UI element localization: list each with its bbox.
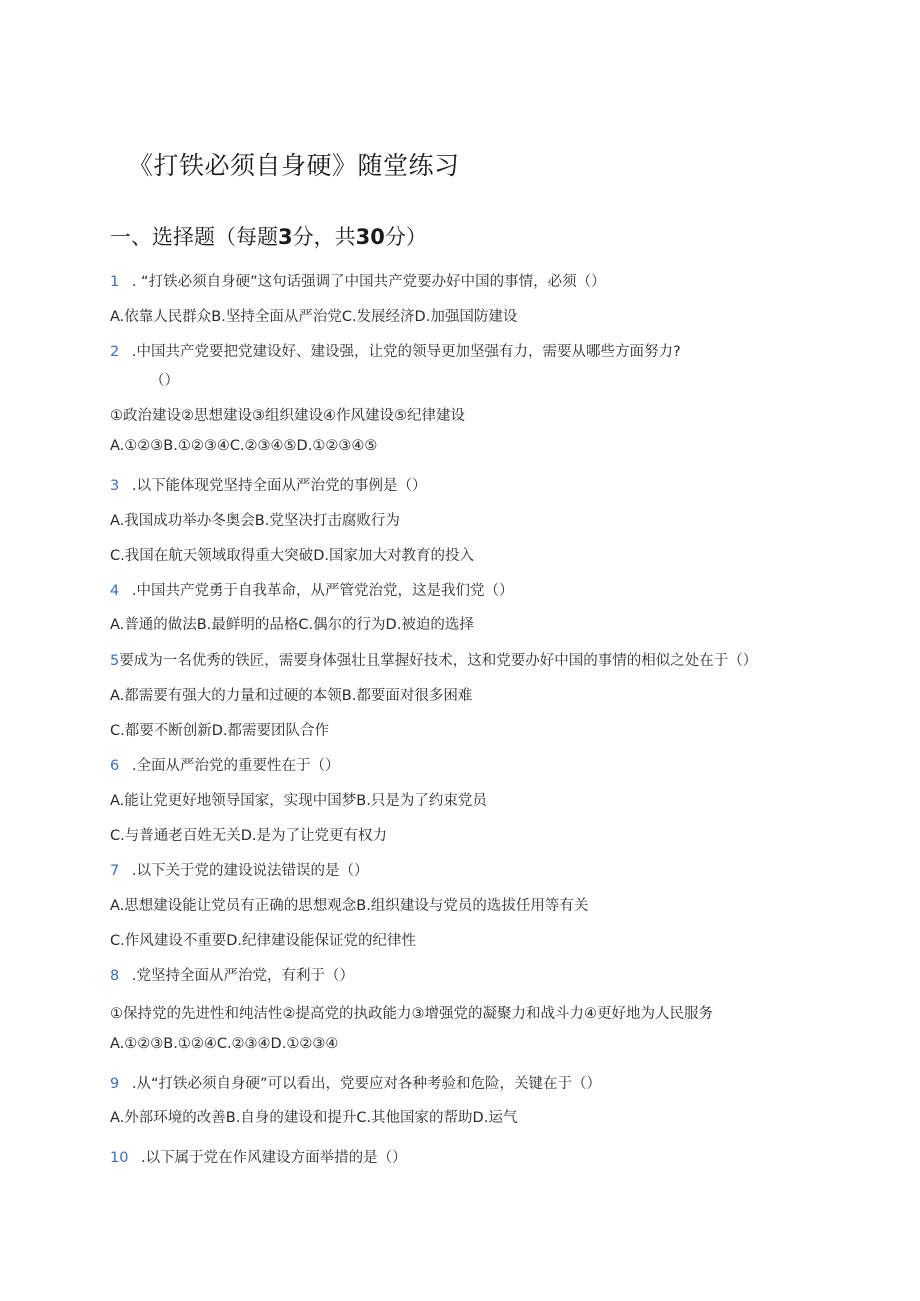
answer-options: A.思想建设能让党员有正确的思想观念B.组织建设与党员的选拔任用等有关	[110, 898, 589, 914]
section-suffix: 分）	[384, 225, 427, 249]
question-stem	[110, 964, 354, 985]
question-text: .以下关于党的建设说法错误的是（）	[127, 863, 369, 879]
question-text: .中国共产党要把党建设好、建设强，让党的领导更加坚强有力，需要从哪些方面努力?	[127, 344, 681, 360]
answer-options: C.作风建设不重要D.纪律建设能保证党的纪律性	[110, 933, 417, 949]
answer-options: A.能让党更好地领导国家，实现中国梦B.只是为了约束党员	[110, 793, 487, 809]
answer-options: A.①②③B.①②④C.②③④D.①②③④	[110, 1036, 339, 1052]
question-number: 4	[110, 583, 120, 599]
answer-options: C.都要不断创新D.都需要团队合作	[110, 723, 330, 739]
question-text: . “打铁必须自身硬”这句话强调了中国共产党要办好中国的事情，必须（）	[127, 274, 606, 290]
question-text: .党坚持全面从严治党，有利于（）	[127, 968, 354, 984]
question-stem	[110, 270, 606, 291]
question-number: 9	[110, 1076, 120, 1092]
question-stem-continuation: （）	[150, 373, 179, 389]
question-text: .以下属于党在作风建设方面举措的是（）	[136, 1150, 407, 1166]
question-number: 10	[110, 1150, 129, 1166]
answer-options: A.①②③B.①②③④C.②③④⑤D.①②③④⑤	[110, 438, 378, 454]
question-text: .以下能体现党坚持全面从严治党的事例是（）	[127, 478, 427, 494]
question-text: 要成为一名优秀的铁匠，需要身体强壮且掌握好技术，这和党要办好中国的事情的相似之处在于（）	[119, 653, 758, 669]
question-stem	[110, 340, 681, 361]
question-number: 8	[110, 968, 120, 984]
section-heading	[110, 221, 427, 251]
question-stem	[110, 474, 426, 495]
question-stem	[110, 649, 757, 670]
question-number: 2	[110, 344, 120, 360]
answer-options: A.依靠人民群众B.坚持全面从严治党C.发展经济D.加强国防建设	[110, 309, 518, 325]
question-stem	[110, 859, 368, 880]
answer-options: A.我国成功举办冬奥会B.党坚决打击腐败行为	[110, 513, 400, 529]
answer-statements: ①保持党的先进性和纯洁性②提高党的执政能力③增强党的凝聚力和战斗力④更好地为人民服务	[110, 1006, 713, 1022]
question-number: 5	[110, 653, 120, 669]
question-text: .中国共产党勇于自我革命，从严管党治党，这是我们党（）	[127, 583, 514, 599]
answer-statements: ①政治建设②思想建设③组织建设④作风建设⑤纪律建设	[110, 408, 465, 424]
section-mid: 分，共	[292, 225, 356, 249]
question-text: .全面从严治党的重要性在于（）	[127, 758, 340, 774]
question-text: .从“打铁必须自身硬”可以看出，党要应对各种考验和危险，关键在于（）	[127, 1076, 601, 1092]
question-number: 3	[110, 478, 120, 494]
answer-options: A.外部环境的改善B.自身的建设和提升C.其他国家的帮助D.运气	[110, 1110, 518, 1126]
answer-options: C.与普通老百姓无关D.是为了让党更有权力	[110, 828, 388, 844]
answer-options: C.我国在航天领域取得重大突破D.国家加大对教育的投入	[110, 548, 475, 564]
section-points: 3	[278, 225, 293, 249]
question-stem	[110, 1146, 407, 1167]
answer-options: A.普通的做法B.最鲜明的品格C.偶尔的行为D.被迫的选择	[110, 617, 474, 633]
question-stem	[110, 754, 339, 775]
question-stem	[110, 579, 513, 600]
answer-options: A.都需要有强大的力量和过硬的本领B.都要面对很多困难	[110, 688, 473, 704]
question-stem	[110, 1072, 601, 1093]
question-number: 6	[110, 758, 120, 774]
question-number: 1	[110, 274, 120, 290]
section-total: 30	[355, 225, 385, 249]
section-prefix: 一、选择题（每题	[110, 225, 278, 249]
question-number: 7	[110, 863, 120, 879]
page-title: 《打铁必须自身硬》随堂练习	[128, 151, 460, 180]
